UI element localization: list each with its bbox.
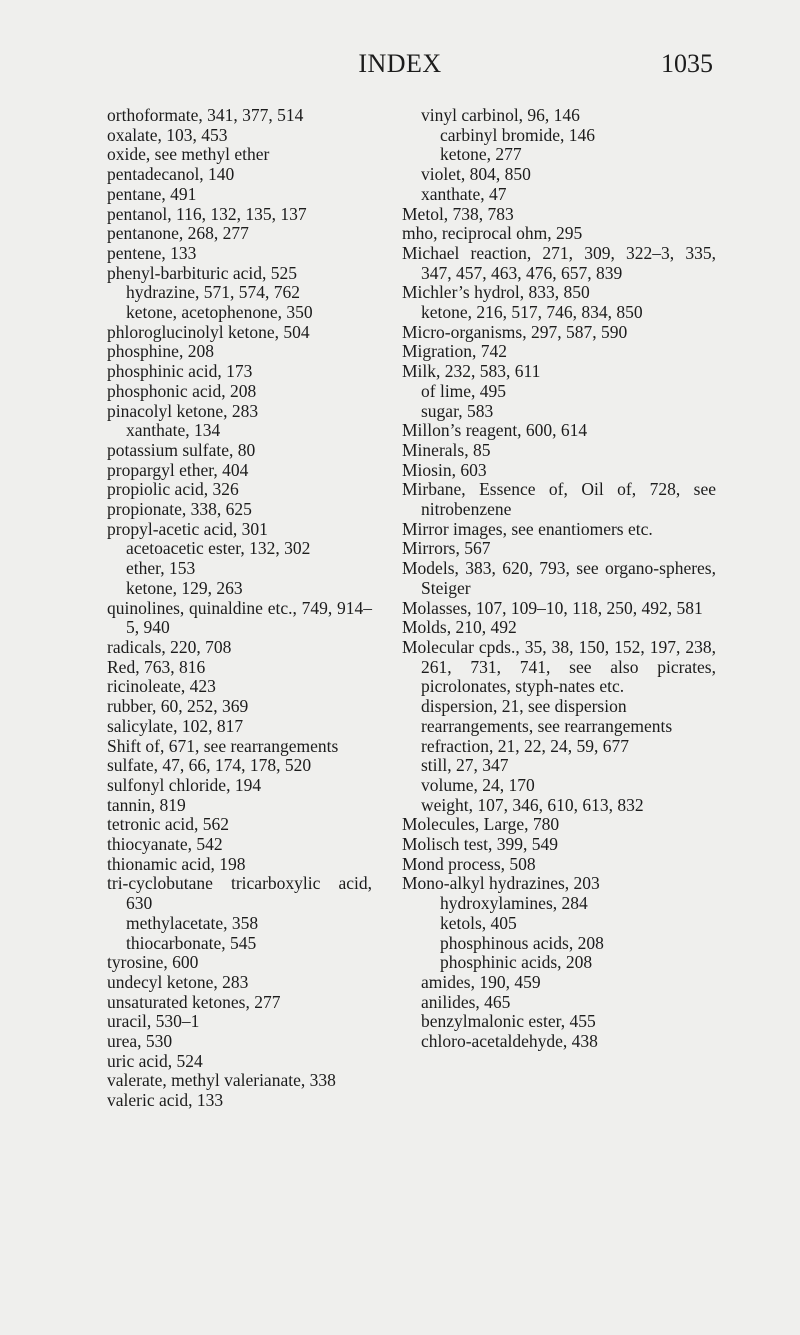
index-entry: anilides, 465: [421, 991, 511, 1012]
index-entry: still, 27, 347: [421, 755, 509, 776]
index-entry: quinolines, quinaldine etc., 749, 914–5, 940: [107, 597, 372, 638]
index-entry: ether, 153: [126, 558, 196, 579]
index-entry: Migration, 742: [402, 341, 507, 362]
index-entry: hydrazine, 571, 574, 762: [126, 282, 300, 303]
index-entry: salicylate, 102, 817: [107, 715, 244, 736]
index-entry: xanthate, 134: [126, 420, 221, 441]
index-entry: propyl-acetic acid, 301: [107, 518, 268, 539]
index-entry: phenyl-barbituric acid, 525: [107, 262, 298, 283]
index-entry: violet, 804, 850: [421, 164, 531, 185]
index-entry: thiocarbonate, 545: [126, 932, 257, 953]
index-entry: ketone, 216, 517, 746, 834, 850: [421, 302, 643, 323]
index-entry: Models, 383, 620, 793, see organo-spheres, Steiger: [402, 558, 716, 598]
index-entry: thiocyanate, 542: [107, 834, 223, 855]
index-entry: acetoacetic ester, 132, 302: [126, 538, 311, 559]
index-entry: Red, 763, 816: [107, 656, 206, 677]
index-entry: Mond process, 508: [402, 853, 536, 874]
index-entry: Molasses, 107, 109–10, 118, 250, 492, 581: [402, 597, 703, 618]
index-entry: Mirror images, see enantiomers etc.: [402, 518, 653, 539]
index-column-left: [88, 106, 372, 1111]
page-header: [0, 49, 800, 79]
index-entry: oxide, see methyl ether: [107, 144, 270, 165]
index-entry: Milk, 232, 583, 611: [402, 361, 541, 382]
index-entry: potassium sulfate, 80: [107, 439, 256, 460]
index-entry: propiolic acid, 326: [107, 479, 239, 500]
index-entry: tannin, 819: [107, 794, 186, 815]
index-entry: phloroglucinolyl ketone, 504: [107, 321, 310, 342]
index-entry: Shift of, 671, see rearrangements: [107, 735, 339, 756]
page-number: 1035: [661, 49, 713, 78]
index-entry: ricinoleate, 423: [107, 676, 216, 697]
page-title: INDEX: [358, 49, 442, 78]
index-entry: carbinyl bromide, 146: [440, 124, 596, 145]
index-entry: amides, 190, 459: [421, 971, 541, 992]
index-entry: tri-cyclobutane tricarboxylic acid, 630: [107, 873, 372, 914]
index-entry: phosphine, 208: [107, 341, 214, 362]
index-entry: unsaturated ketones, 277: [107, 991, 281, 1012]
index-entry: Molecules, Large, 780: [402, 814, 560, 835]
index-entry: Mono-alkyl hydrazines, 203: [402, 873, 600, 894]
index-entry: sugar, 583: [421, 400, 494, 421]
index-entry: Minerals, 85: [402, 439, 491, 460]
index-entry: phosphonic acid, 208: [107, 380, 257, 401]
index-entry: hydroxylamines, 284: [440, 893, 588, 914]
index-entry: chloro-acetaldehyde, 438: [421, 1031, 598, 1052]
index-entry: pentene, 133: [107, 242, 197, 263]
index-entry: uric acid, 524: [107, 1050, 203, 1071]
index-entry: thionamic acid, 198: [107, 853, 246, 874]
index-entry: xanthate, 47: [421, 183, 507, 204]
index-entry: urea, 530: [107, 1031, 173, 1052]
index-entry: volume, 24, 170: [421, 774, 535, 795]
index-entry: Molisch test, 399, 549: [402, 834, 559, 855]
index-entry: valeric acid, 133: [107, 1090, 224, 1111]
index-entry: ketone, acetophenone, 350: [126, 302, 313, 323]
index-entry: Metol, 738, 783: [402, 203, 514, 224]
index-entry: pinacolyl ketone, 283: [107, 400, 259, 421]
index-entry: Mirbane, Essence of, Oil of, 728, see nitrobenzene: [402, 479, 716, 520]
index-entry: tyrosine, 600: [107, 952, 199, 973]
index-entry: Michael reaction, 271, 309, 322–3, 335, 347, 457, 463, 476, 657, 839: [402, 242, 716, 283]
index-entry: refraction, 21, 22, 24, 59, 677: [421, 735, 630, 756]
index-entry: Millon’s reagent, 600, 614: [402, 420, 588, 441]
index-entry: pentadecanol, 140: [107, 164, 235, 185]
index-entry: ketols, 405: [440, 912, 517, 933]
index-entry: ketone, 129, 263: [126, 577, 243, 598]
index-entry: phosphinic acid, 173: [107, 361, 253, 382]
index-entry: weight, 107, 346, 610, 613, 832: [421, 794, 644, 815]
index-entry: pentanone, 268, 277: [107, 223, 249, 244]
index-entry: vinyl carbinol, 96, 146: [421, 105, 580, 125]
index-entry: Mirrors, 567: [402, 538, 491, 559]
index-entry: Molds, 210, 492: [402, 617, 517, 638]
index-entry: of lime, 495: [421, 380, 507, 401]
index-entry: benzylmalonic ester, 455: [421, 1011, 596, 1032]
index-entry: uracil, 530–1: [107, 1011, 200, 1032]
index-entry: sulfonyl chloride, 194: [107, 774, 262, 795]
index-entry: Molecular cpds., 35, 38, 150, 152, 197, 238, 261, 731, 741, see also picrates, picrolonates, styph-nates etc.: [402, 636, 716, 697]
index-entry: undecyl ketone, 283: [107, 971, 249, 992]
index-entry: rearrangements, see rearrangements: [421, 715, 673, 736]
index-entry: valerate, methyl valerianate, 338: [107, 1070, 336, 1091]
index-entry: phosphinic acids, 208: [440, 952, 593, 973]
index-entry: ketone, 277: [440, 144, 522, 165]
index-entry: radicals, 220, 708: [107, 636, 232, 657]
index-entry: dispersion, 21, see dispersion: [421, 696, 627, 717]
index-entry: mho, reciprocal ohm, 295: [402, 223, 583, 244]
index-entry: phosphinous acids, 208: [440, 932, 604, 953]
index-entry: pentanol, 116, 132, 135, 137: [107, 203, 307, 224]
index-entry: Miosin, 603: [402, 459, 487, 480]
index-column-right: [402, 106, 716, 1052]
index-entry: methylacetate, 358: [126, 912, 259, 933]
index-entry: orthoformate, 341, 377, 514: [107, 105, 304, 125]
index-entry: propionate, 338, 625: [107, 499, 252, 520]
index-entry: propargyl ether, 404: [107, 459, 249, 480]
index-entry: Michler’s hydrol, 833, 850: [402, 282, 590, 303]
index-entry: pentane, 491: [107, 183, 197, 204]
index-entry: oxalate, 103, 453: [107, 124, 228, 145]
index-entry: sulfate, 47, 66, 174, 178, 520: [107, 755, 312, 776]
index-entry: Micro-organisms, 297, 587, 590: [402, 321, 628, 342]
index-entry: rubber, 60, 252, 369: [107, 696, 249, 717]
index-entry: tetronic acid, 562: [107, 814, 229, 835]
